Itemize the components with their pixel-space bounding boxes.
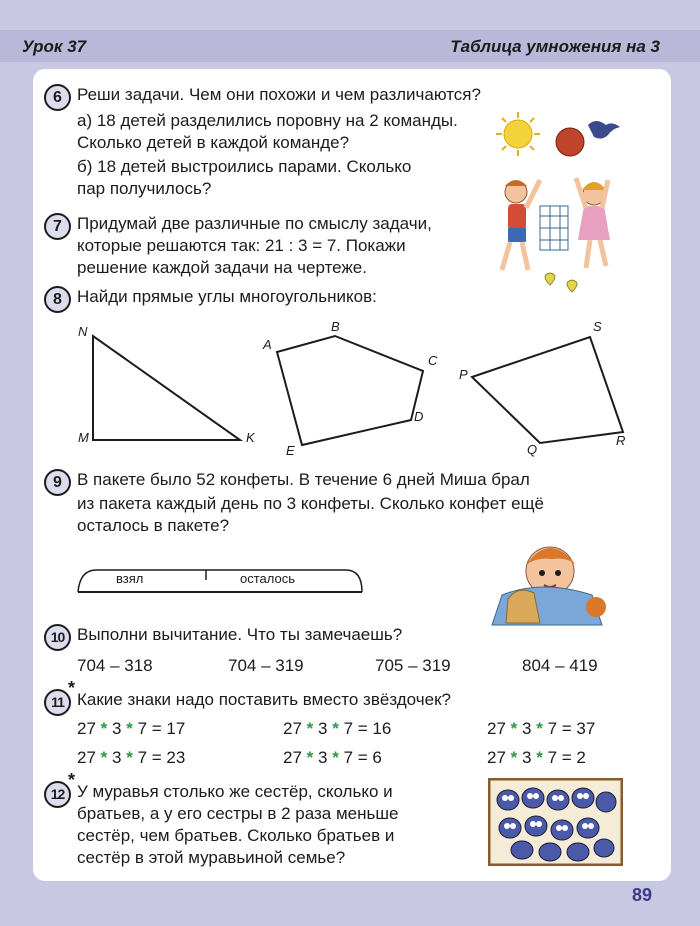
vertex-P: P [459,367,468,382]
vertex-N: N [78,324,88,339]
task-7-number: 7 [44,213,71,240]
task-12-number: 12 [44,781,71,808]
task-6-a-line1: а) 18 детей разделились поровну на 2 команды. [77,111,458,130]
task-9-line2: из пакета каждый день по 3 конфеты. Сколько конфет ещё [77,494,544,513]
equation-2-1: 27 * 3 * 7 = 23 [77,748,186,767]
illustration-ants-family [488,778,623,866]
vertex-A: A [263,337,272,352]
task-9-line3: осталось в пакете? [77,516,230,535]
task-12-line3: сестёр, чем братьев. Сколько братьев и [77,826,395,845]
subtraction-2: 704 – 319 [228,656,304,675]
lesson-title: Урок 37 [22,37,87,56]
vertex-R: R [616,433,626,448]
vertex-B: B [331,319,340,334]
equation-2-3: 27 * 3 * 7 = 2 [487,748,586,767]
task-11-prompt: Какие знаки надо поставить вместо звёздочек? [77,690,451,709]
task-6-prompt: Реши задачи. Чем они похожи и чем различаются? [77,85,481,104]
vertex-K: K [246,430,255,445]
task-7-line2: которые решаются так: 21 : 3 = 7. Покажи [77,236,406,255]
vertex-C: C [428,353,438,368]
task-6-a-line2: Сколько детей в каждой команде? [77,133,350,152]
vertex-M: M [78,430,89,445]
equation-2-2: 27 * 3 * 7 = 6 [283,748,382,767]
vertex-D: D [414,409,424,424]
illustration-boy-candies [488,535,618,630]
task-12-line4: сестёр в этой муравьиной семье? [77,848,346,867]
segment-label-took: взял [116,571,144,586]
subtraction-4: 804 – 419 [522,656,598,675]
task-9-number: 9 [44,469,71,496]
segment-label-left: осталось [240,571,296,586]
vertex-E: E [286,443,295,458]
subtraction-3: 705 – 319 [375,656,451,675]
vertex-S: S [593,319,602,334]
task-7-line3: решение каждой задачи на чертеже. [77,258,367,277]
task-10-prompt: Выполни вычитание. Что ты замечаешь? [77,625,403,644]
task-11-number: 11 [44,689,71,716]
task-9-line1: В пакете было 52 конфеты. В течение 6 дней Миша брал [77,470,530,489]
vertex-Q: Q [527,442,538,457]
subtraction-1: 704 – 318 [77,656,153,675]
equation-1-1: 27 * 3 * 7 = 17 [77,719,186,738]
task-12-star-mark: * [68,770,76,790]
task-11-star-mark: * [68,678,76,698]
page-number: 89 [631,885,652,905]
task-8-prompt: Найди прямые углы многоугольников: [77,287,377,306]
task-6-b-line2: пар получилось? [77,179,212,198]
task-12-line2: братьев, а у его сестры в 2 раза меньше [77,804,399,823]
topic-title: Таблица умножения на 3 [450,37,660,56]
polygon-PSRQ [472,337,623,443]
task-10-number: 10 [44,624,71,651]
task-6-b-line1: б) 18 детей выстроились парами. Сколько [77,157,412,176]
task-6-number: 6 [44,84,71,111]
task-12-line1: У муравья столько же сестёр, сколько и [77,782,393,801]
equation-1-3: 27 * 3 * 7 = 37 [487,719,596,738]
equation-1-2: 27 * 3 * 7 = 16 [283,719,392,738]
task-8-number: 8 [44,286,71,313]
task-7-line1: Придумай две различные по смыслу задачи, [77,214,432,233]
polygon-ABCDE [277,336,423,445]
